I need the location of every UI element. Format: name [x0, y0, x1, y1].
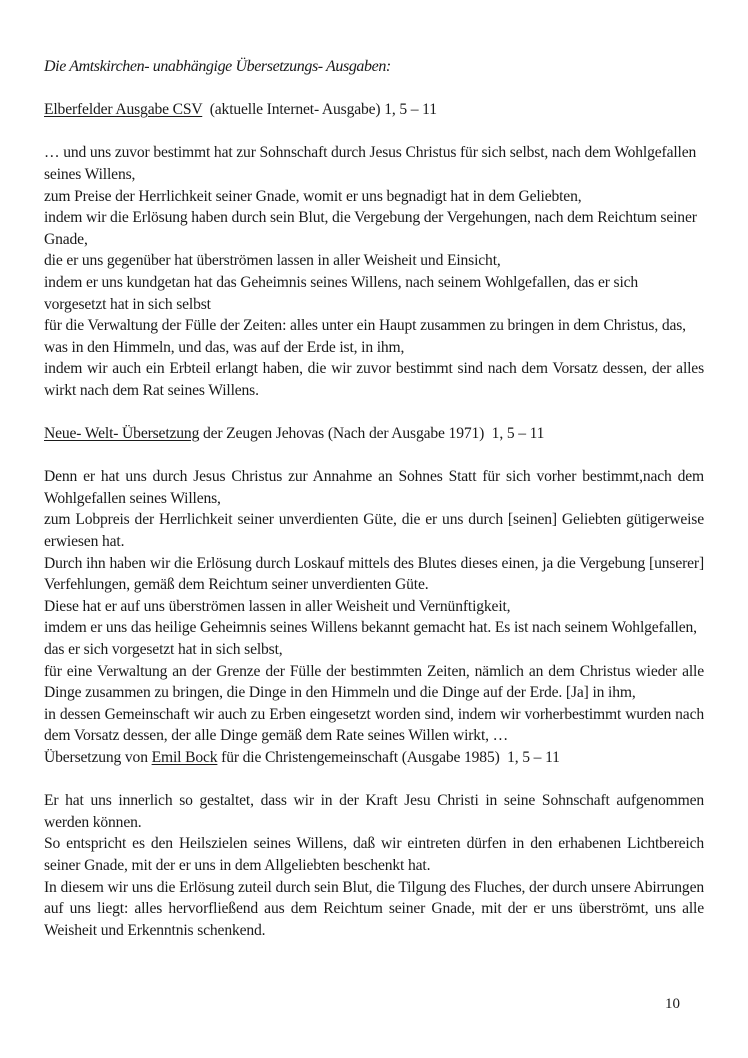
verse-paragraph: Denn er hat uns durch Jesus Christus zur Annahme an Sohnes Statt für sich vorher bestimmt,nach dem Wohlgefallen seines Willens,: [44, 468, 704, 507]
verse-paragraph: indem wir auch ein Erbteil erlangt haben, die wir zuvor bestimmt sind nach dem Vorsatz dessen, der alles wirkt nach dem Rat seines Willens.: [44, 360, 704, 399]
section-emil-bock: [44, 747, 704, 941]
section-body: [44, 790, 704, 941]
verse-paragraph: … und uns zuvor bestimmt hat zur Sohnschaft durch Jesus Christus für sich selbst, nach dem Wohlgefallen seines Willens,: [44, 144, 697, 183]
verse-paragraph: Diese hat er auf uns überströmen lassen in aller Weisheit und Vernünftigkeit,: [44, 597, 511, 615]
verse-paragraph: Durch ihn haben wir die Erlösung durch Loskauf mittels des Blutes dieses einen, ja die Vergebung [unserer] Verfehlungen, gemäß dem Reichtum seiner unverdienten Güte.: [44, 554, 704, 594]
document-title: Die Amtskirchen- unabhängige Übersetzungs- Ausgaben:: [44, 58, 391, 75]
heading-link-emil-bock: Emil Bock: [151, 749, 218, 766]
heading-rest: der Zeugen Jehovas (Nach der Ausgabe 1971) 1, 5 – 11: [199, 425, 545, 443]
verse-paragraph: indem er uns kundgetan hat das Geheimnis seines Willens, nach seinem Wohlgefallen, das er sich vorgesetzt hat in sich selbst: [44, 273, 639, 313]
verse-paragraph: für die Verwaltung der Fülle der Zeiten: alles unter ein Haupt zusammen zu bringen in dem Christus, das, was in den Himmeln, und das, was auf der Erde ist, in ihm,: [44, 317, 686, 356]
heading-rest: (aktuelle Internet- Ausgabe) 1, 5 – 11: [202, 101, 437, 119]
verse-paragraph: indem wir die Erlösung haben durch sein Blut, die Vergebung der Vergehungen, nach dem Reichtum seiner Gnade,: [44, 209, 697, 248]
heading-link-elberfelder: Elberfelder Ausgabe CSV: [44, 101, 203, 119]
section-elberfelder: [44, 99, 704, 401]
section-neue-welt: [44, 423, 704, 747]
section-body: [44, 466, 704, 747]
verse-paragraph: imdem er uns das heilige Geheimnis seines Willens bekannt gemacht hat. Es ist nach seinem Wohlgefallen, das er sich vorgesetzt hat in sich selbst,: [44, 619, 697, 659]
document-page: [44, 56, 704, 941]
verse-paragraph: Er hat uns innerlich so gestaltet, dass wir in der Kraft Jesu Christi in seine Sohnschaft aufgenommen werden können.: [44, 792, 704, 831]
verse-paragraph: zum Preise der Herrlichkeit seiner Gnade, womit er uns begnadigt hat in dem Geliebten,: [44, 187, 582, 205]
section-heading: [44, 747, 704, 769]
verse-paragraph: zum Lobpreis der Herrlichkeit seiner unverdienten Güte, die er uns durch [seinen] Geliebten gütigerweise erwiesen hat.: [44, 511, 704, 551]
section-body: [44, 142, 704, 401]
verse-paragraph: in dessen Gemeinschaft wir auch zu Erben eingesetzt worden sind, indem wir vorherbestimmt wurden nach dem Vorsatz dessen, der alle Dinge gemäß dem Rate seines Willen wirkt, …: [44, 705, 704, 745]
verse-paragraph: In diesem wir uns die Erlösung zuteil durch sein Blut, die Tilgung des Fluches, der durch unsere Abirrungen auf uns liegt: alles hervorfließend aus dem Reichtum seiner Gnade, mit der er uns überströmt, uns alle Weisheit und Erkenntnis schenkend.: [44, 878, 704, 939]
page-number: 10: [665, 996, 680, 1012]
verse-paragraph: für eine Verwaltung an der Grenze der Fülle der bestimmten Zeiten, nämlich an dem Christus wieder alle Dinge zusammen zu bringen, die Dinge in den Himmeln und die Dinge auf der Erde. [Ja] in ihm,: [44, 662, 704, 702]
heading-prefix: Übersetzung von: [44, 749, 152, 766]
section-heading: [44, 99, 704, 121]
verse-paragraph: So entspricht es den Heilszielen seines Willens, daß wir eintreten dürfen in den erhabenen Lichtbereich seiner Gnade, mit der er uns in dem Allgeliebten beschenkt hat.: [44, 835, 704, 874]
section-heading: [44, 423, 704, 445]
verse-paragraph: die er uns gegenüber hat überströmen lassen in aller Weisheit und Einsicht,: [44, 252, 501, 270]
heading-link-neue-welt: Neue- Welt- Übersetzung: [44, 425, 200, 443]
heading-rest: für die Christengemeinschaft (Ausgabe 1985) 1, 5 – 11: [217, 749, 560, 766]
